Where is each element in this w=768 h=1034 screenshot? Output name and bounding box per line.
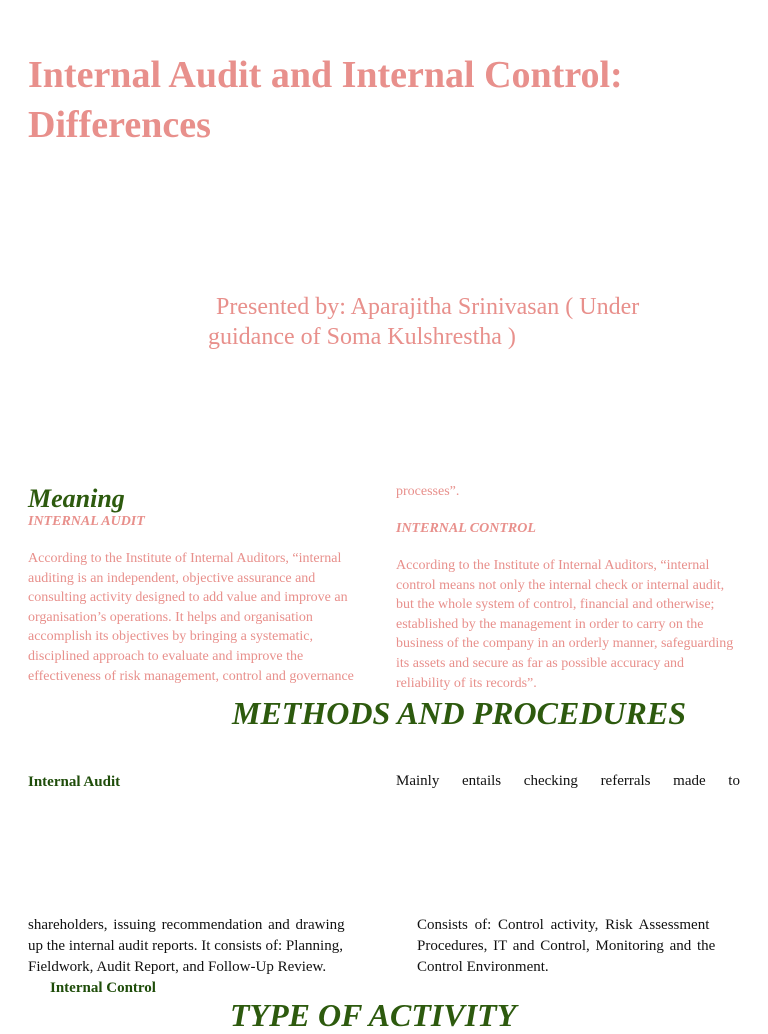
internal-audit-label: Internal Audit [28,774,121,790]
method-line: Consists of: Control activity, Risk Assessment [417,917,710,933]
definition-line: effectiveness of risk management, control and governance [28,668,354,684]
meaning-heading: Meaning [28,484,125,513]
internal-control-method-text [417,915,761,978]
definition-line: business of the company in an orderly manner, safeguarding [396,636,734,652]
presenter-line-1: Presented by: Aparajitha Srinivasan ( Under [216,294,640,320]
page-title [28,50,748,150]
method-line: up the internal audit reports. It consists of: Planning, [28,938,343,954]
definition-line: its assets and secure as far as possible accuracy and [396,655,685,671]
definition-line: reliability of its records”. [396,675,537,691]
definition-line: According to the Institute of Internal Auditors, “internal [28,551,342,566]
internal-control-definition [396,556,762,693]
definition-line: According to the Institute of Internal Auditors, “internal [396,558,710,573]
internal-audit-subheading: INTERNAL AUDIT [28,514,145,529]
method-line: shareholders, issuing recommendation and drawing [28,917,345,933]
word: checking [523,773,578,789]
definition-line: accomplish its objectives by bringing a systematic, [28,629,313,645]
method-line: Control Environment. [417,959,549,975]
internal-audit-method-first-line [396,771,740,792]
definition-line: control means not only the internal check or internal audit, [396,577,725,593]
type-of-activity-heading: TYPE OF ACTIVITY [230,997,517,1033]
presenter-credit [208,292,728,352]
methods-heading: METHODS AND PROCEDURES [232,695,687,731]
internal-control-label: Internal Control [50,980,156,996]
definition-line: established by the management in order to carry on the [396,616,704,632]
word: entails [461,773,502,789]
word: referrals [600,773,651,789]
word: Mainly [396,773,440,789]
definition-line: auditing is an independent, objective assurance and [28,570,316,586]
page-title-line-1: Internal Audit and Internal Control: [28,54,623,96]
definition-line: organisation’s operations. It helps and organisation [28,609,313,625]
internal-audit-method-text [28,915,372,978]
internal-control-subheading: INTERNAL CONTROL [396,521,536,536]
internal-audit-definition-continuation: processes”. [396,484,460,499]
method-line: Fieldwork, Audit Report, and Follow-Up Review. [28,959,327,975]
method-line: Procedures, IT and Control, Monitoring and the [417,938,716,954]
definition-line: but the whole system of control, financial and otherwise; [396,597,715,613]
presenter-line-2: guidance of Soma Kulshrestha ) [208,324,516,350]
internal-audit-definition [28,549,383,686]
word: to [728,773,740,789]
definition-line: disciplined approach to evaluate and improve the [28,648,304,664]
page-title-line-2: Differences [28,104,211,146]
definition-line: consulting activity designed to add value and improve an [28,590,348,606]
word: made [673,773,706,789]
